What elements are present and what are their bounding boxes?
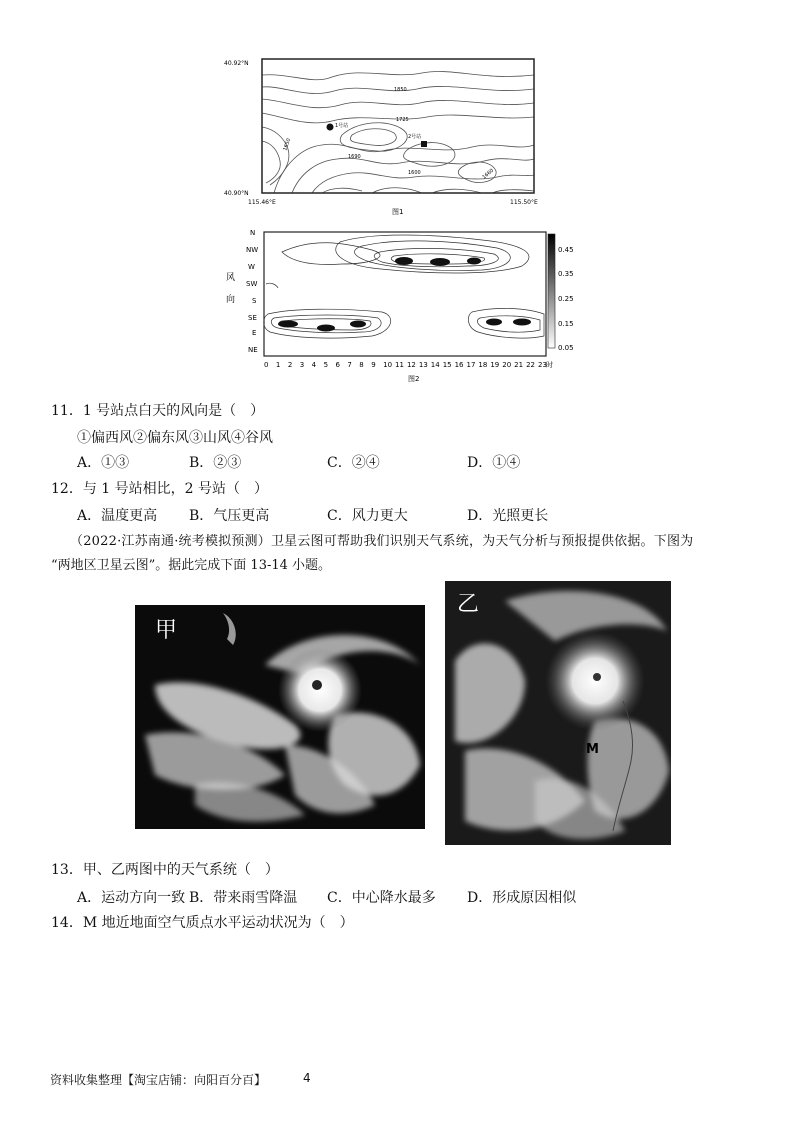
colorbar-label: 0.45 bbox=[558, 246, 574, 254]
svg-text:1600: 1600 bbox=[408, 170, 421, 176]
station-1-label: 1号站 bbox=[335, 123, 349, 129]
x-unit: 时 bbox=[546, 361, 553, 369]
x-tick: 18 bbox=[478, 361, 488, 369]
lat-bottom: 40.90°N bbox=[224, 190, 249, 197]
x-tick: 23 bbox=[538, 361, 547, 369]
x-tick: 14 bbox=[430, 361, 440, 369]
station-2-marker bbox=[421, 141, 427, 147]
y-tick: S bbox=[252, 297, 257, 305]
y-tick: N bbox=[250, 229, 256, 237]
svg-text:1850: 1850 bbox=[394, 87, 407, 93]
q13-option-c[interactable]: C．中心降水最多 bbox=[327, 890, 436, 906]
figure-1 bbox=[222, 55, 548, 217]
satellite-image-yi bbox=[445, 581, 671, 845]
q11-option-d[interactable]: D．①④ bbox=[467, 455, 521, 471]
x-tick: 9 bbox=[371, 361, 376, 369]
y-tick: NE bbox=[248, 346, 258, 354]
y-axis-label-char-2: 向 bbox=[226, 295, 236, 305]
x-tick: 13 bbox=[418, 361, 428, 369]
x-tick: 5 bbox=[323, 361, 329, 369]
q11-stem: 11．1 号站点白天的风向是（ ） bbox=[51, 403, 265, 419]
q12-option-c[interactable]: C．风力更大 bbox=[327, 508, 408, 524]
y-tick: SW bbox=[246, 280, 258, 288]
colorbar-label: 0.15 bbox=[558, 320, 574, 328]
intro-line-2: “两地区卫星云图”。据此完成下面 13-14 小题。 bbox=[51, 558, 332, 573]
station-1-marker bbox=[327, 124, 334, 131]
figure-1-caption: 图1 bbox=[392, 208, 404, 216]
x-tick: 4 bbox=[311, 361, 317, 369]
x-tick: 11 bbox=[395, 361, 404, 369]
x-tick: 7 bbox=[347, 361, 352, 369]
satellite-image-jia bbox=[135, 605, 425, 829]
q12-option-b[interactable]: B．气压更高 bbox=[189, 508, 270, 524]
colorbar-label: 0.25 bbox=[558, 295, 574, 303]
x-tick: 16 bbox=[454, 361, 464, 369]
y-tick: SE bbox=[248, 314, 257, 322]
x-tick: 10 bbox=[383, 361, 393, 369]
y-tick: E bbox=[252, 329, 257, 337]
station-2-label: 2号站 bbox=[408, 134, 422, 140]
colorbar-label: 0.05 bbox=[558, 344, 574, 352]
x-tick: 12 bbox=[406, 361, 416, 369]
q11-option-b[interactable]: B．②③ bbox=[189, 455, 242, 471]
svg-text:1690: 1690 bbox=[348, 154, 361, 160]
q12-stem: 12．与 1 号站相比，2 号站（ ） bbox=[51, 481, 268, 497]
q13-option-a[interactable]: A．运动方向一致 bbox=[77, 890, 186, 906]
q12-option-a[interactable]: A．温度更高 bbox=[77, 508, 158, 524]
svg-text:1650: 1650 bbox=[282, 137, 293, 152]
x-tick: 3 bbox=[299, 361, 305, 369]
marker-m: M bbox=[586, 742, 599, 757]
x-tick: 6 bbox=[335, 361, 340, 369]
svg-text:1660: 1660 bbox=[481, 167, 496, 181]
figure-2 bbox=[222, 224, 578, 390]
q13-option-d[interactable]: D．形成原因相似 bbox=[467, 890, 577, 906]
x-tick: 17 bbox=[466, 361, 476, 369]
x-tick: 19 bbox=[490, 361, 500, 369]
x-tick: 22 bbox=[526, 361, 536, 369]
x-tick: 2 bbox=[287, 361, 293, 369]
q11-items: ①偏西风②偏东风③山风④谷风 bbox=[77, 430, 273, 446]
x-tick: 20 bbox=[502, 361, 512, 369]
x-tick: 1 bbox=[275, 361, 281, 369]
x-tick: 0 bbox=[264, 361, 269, 369]
wind-direction-chart bbox=[222, 224, 578, 390]
satellite-label-jia: 甲 bbox=[155, 618, 178, 643]
y-tick: W bbox=[248, 263, 255, 271]
q14-stem: 14．M 地近地面空气质点水平运动状况为（ ） bbox=[51, 915, 354, 931]
y-tick: NW bbox=[246, 246, 259, 254]
q12-option-d[interactable]: D．光照更长 bbox=[467, 508, 549, 524]
footer-source: 资料收集整理【淘宝店铺：向阳百分百】 bbox=[50, 1073, 267, 1087]
figure-2-caption: 图2 bbox=[408, 375, 420, 383]
topographic-map bbox=[222, 55, 548, 217]
q13-stem: 13．甲、乙两图中的天气系统（ ） bbox=[51, 862, 279, 878]
svg-text:1725: 1725 bbox=[396, 117, 409, 123]
x-tick: 21 bbox=[514, 361, 524, 369]
page-number: 4 bbox=[303, 1071, 311, 1085]
colorbar-label: 0.35 bbox=[558, 270, 574, 278]
lon-right: 115.50°E bbox=[510, 199, 538, 206]
x-tick: 8 bbox=[359, 361, 364, 369]
q13-option-b[interactable]: B．带来雨雪降温 bbox=[189, 890, 298, 906]
satellite-label-yi: 乙 bbox=[457, 592, 480, 617]
y-axis-label-char-1: 风 bbox=[226, 273, 236, 283]
intro-line-1: （2022·江苏南通·统考模拟预测）卫星云图可帮助我们识别天气系统，为天气分析与预报提供依据。下图为 bbox=[70, 534, 694, 549]
lat-top: 40.92°N bbox=[224, 60, 249, 67]
q11-option-c[interactable]: C．②④ bbox=[327, 455, 380, 471]
lon-left: 115.46°E bbox=[248, 199, 276, 206]
colorbar bbox=[548, 234, 555, 348]
x-tick: 15 bbox=[442, 361, 452, 369]
q11-option-a[interactable]: A．①③ bbox=[77, 455, 130, 471]
